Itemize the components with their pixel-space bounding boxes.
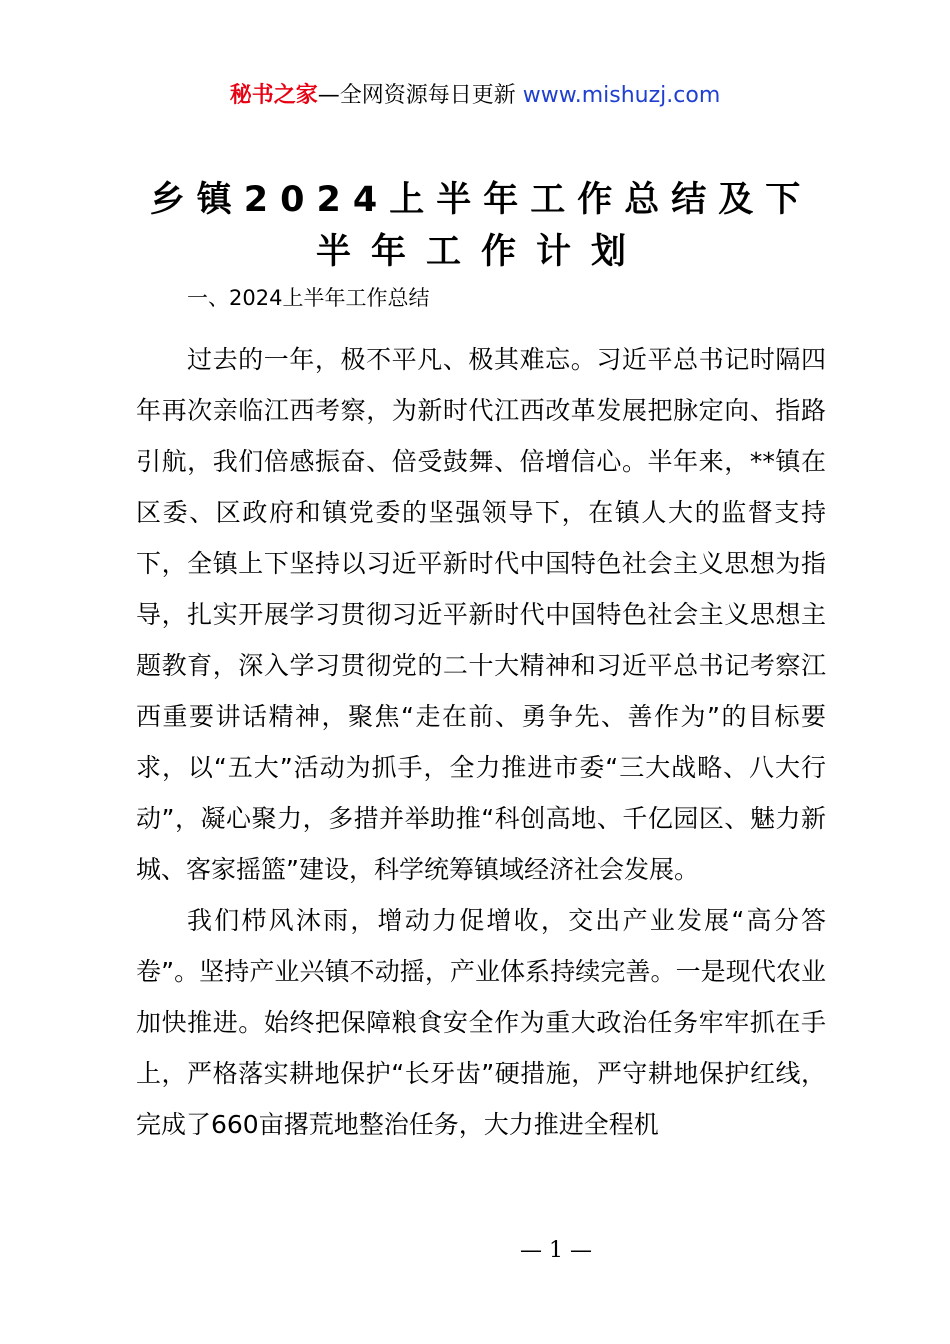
site-brand: 秘书之家 [229, 83, 318, 108]
body-paragraph-2: 我们栉风沐雨，增动力促增收，交出产业发展“高分答卷”。坚持产业兴镇不动摇，产业体系持续完善。一是现代农业加快推进。始终把保障粮食安全作为重大政治任务牢牢抓在手上，严格落实耕地保护“长牙齿”硬措施，严守耕地保护红线，完成了660亩撂荒地整治任务，大力推进全程机 [136, 906, 826, 1139]
document-title-line-1: 乡镇2024上半年工作总结及下 [149, 180, 813, 220]
document-title-line-2: 半年工作计划 [315, 232, 646, 272]
section-heading: 一、2024上半年工作总结 [187, 286, 430, 310]
body-paragraph-1: 过去的一年，极不平凡、极其难忘。习近平总书记时隔四年再次亲临江西考察，为新时代江西改革发展把脉定向、指路引航，我们倍感振奋、倍受鼓舞、倍增信心。半年来，**镇在区委、区政府和镇党委的坚强领导下，在镇人大的监督支持下，全镇上下坚持以习近平新时代中国特色社会主义思想为指导，扎实开展学习贯彻习近平新时代中国特色社会主义思想主题教育，深入学习贯彻党的二十大精神和习近平总书记考察江西重要讲话精神，聚焦“走在前、勇争先、善作为”的目标要求，以“五大”活动为抓手，全力推进市委“三大战略、八大行动”，凝心聚力，多措并举助推“科创高地、千亿园区、魅力新城、客家摇篮”建设，科学统筹镇域经济社会发展。 [136, 345, 826, 884]
page-number: — 1 — [520, 1238, 592, 1263]
document-body [136, 280, 826, 1150]
site-header [0, 80, 950, 112]
site-url-link[interactable]: www.mishuzj.com [522, 83, 721, 108]
site-slogan: —全网资源每日更新 [317, 83, 523, 108]
